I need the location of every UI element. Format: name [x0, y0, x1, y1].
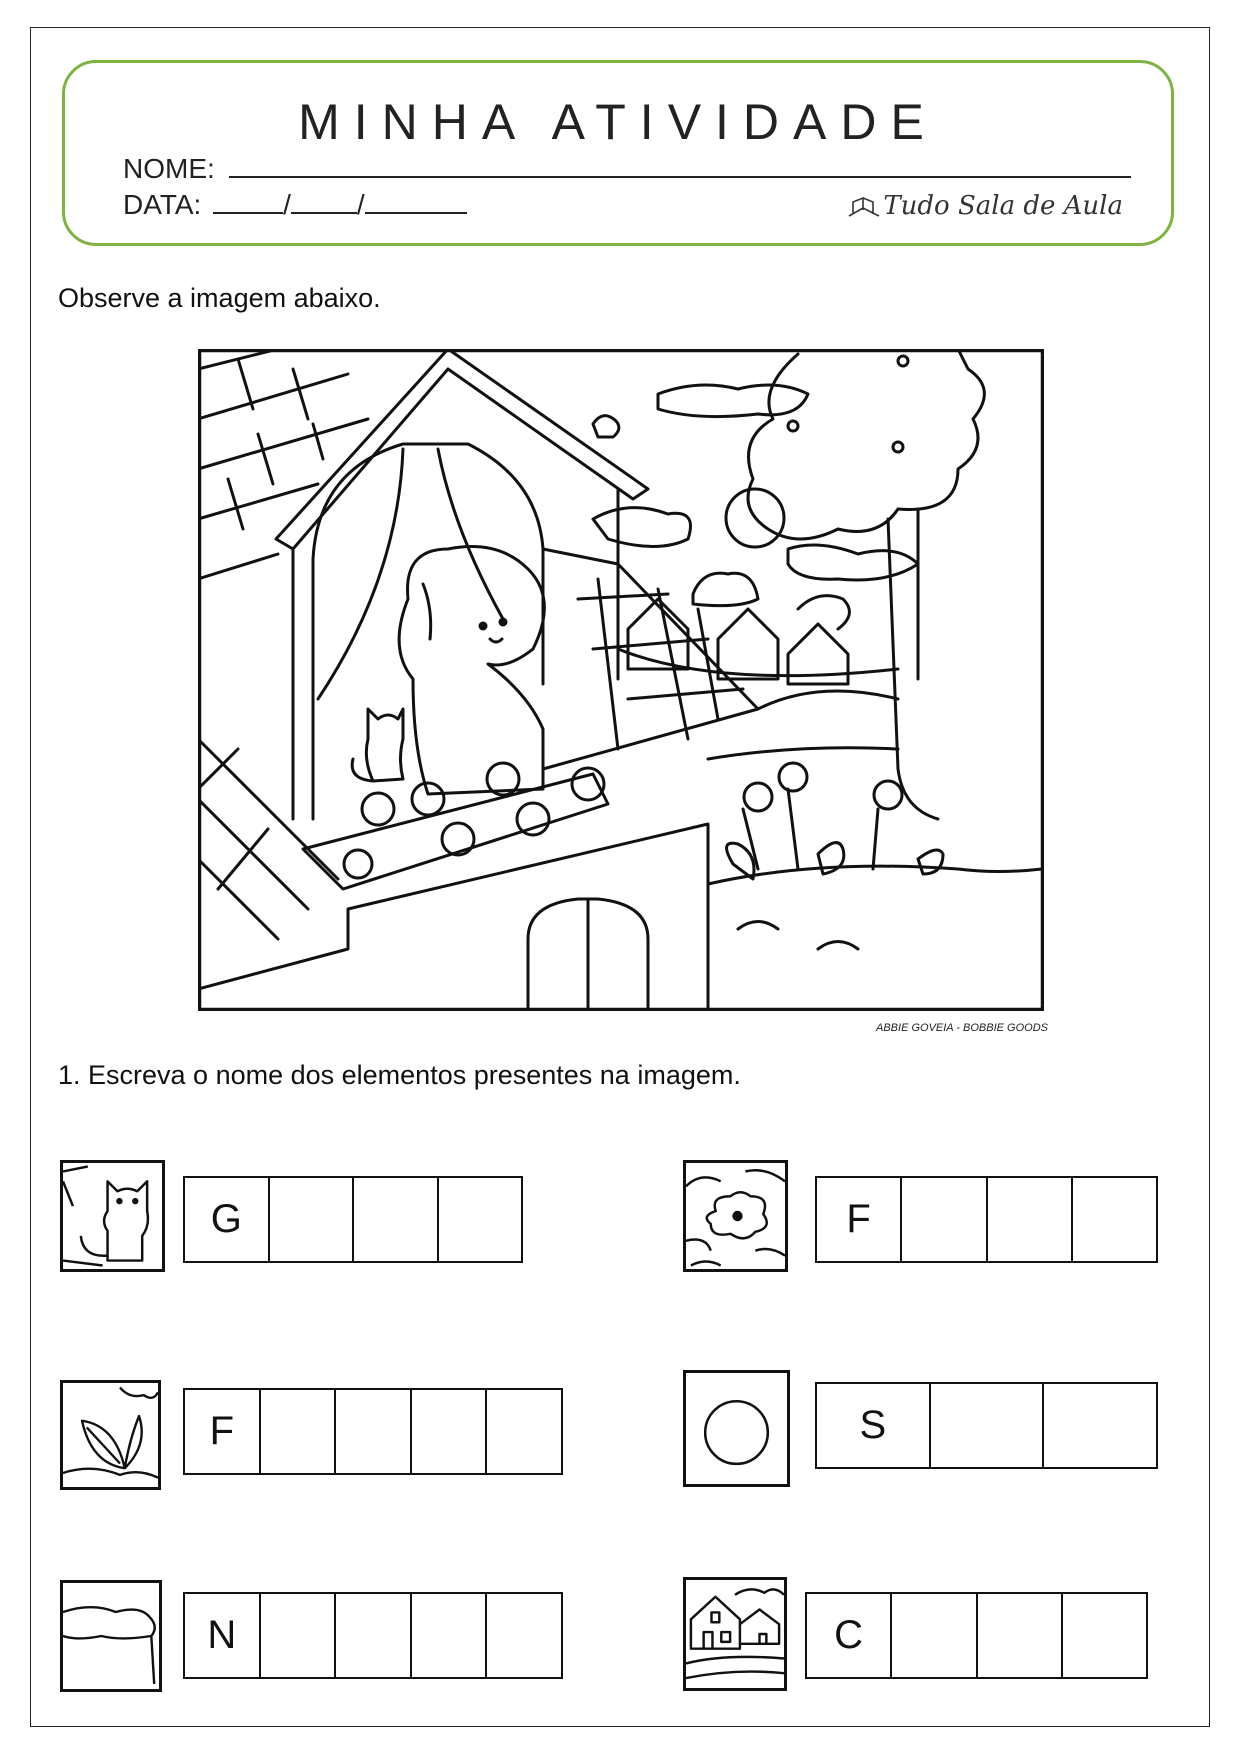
dog-outline	[399, 547, 544, 795]
date-year-line[interactable]	[365, 190, 467, 214]
cloud-left	[593, 508, 691, 547]
answer-box[interactable]	[334, 1594, 410, 1677]
name-field	[123, 153, 1131, 185]
answer-box[interactable]	[268, 1178, 353, 1261]
question-text: 1. Escreva o nome dos elementos presentes na imagem.	[58, 1060, 741, 1090]
answer-box[interactable]	[259, 1390, 335, 1473]
answer-box[interactable]	[259, 1594, 335, 1677]
answer-first-letter: S	[859, 1403, 887, 1447]
garden-flower	[744, 783, 772, 811]
answer-box[interactable]	[929, 1384, 1043, 1467]
answer-box[interactable]	[1071, 1178, 1156, 1261]
sun-icon	[683, 1370, 790, 1487]
answer-box[interactable]	[485, 1594, 561, 1677]
header-box	[62, 60, 1174, 246]
name-line[interactable]	[229, 154, 1131, 178]
book-icon	[847, 194, 881, 220]
answer-boxes	[183, 1388, 563, 1475]
leaf-icon	[60, 1380, 161, 1490]
page-title: MINHA ATIVIDADE	[298, 94, 938, 150]
answer-boxes	[183, 1176, 523, 1263]
answer-first-letter: C	[834, 1613, 864, 1657]
answer-box[interactable]	[334, 1390, 410, 1473]
answer-box[interactable]	[890, 1594, 975, 1677]
date-separator: /	[356, 189, 365, 220]
illustration-credit: ABBIE GOVEIA - BOBBIE GOODS	[876, 1022, 1048, 1034]
answer-first-letter: F	[209, 1409, 235, 1453]
answer-boxes	[815, 1176, 1158, 1263]
answer-box[interactable]	[900, 1178, 985, 1261]
answer-boxes	[805, 1592, 1148, 1679]
date-day-line[interactable]	[213, 190, 283, 214]
hills	[618, 649, 898, 759]
answer-first-letter: N	[207, 1613, 237, 1657]
answer-box[interactable]	[437, 1178, 522, 1261]
brand-text: Tudo Sala de Aula	[883, 191, 1123, 221]
answer-box[interactable]	[352, 1178, 437, 1261]
brand-logo	[847, 191, 1123, 221]
cloud-icon	[60, 1580, 162, 1692]
instruction-text: Observe a imagem abaixo.	[58, 283, 381, 313]
coloring-illustration	[198, 349, 1044, 1011]
answer-box[interactable]	[1042, 1384, 1156, 1467]
cloud-right	[788, 545, 918, 580]
answer-boxes	[815, 1382, 1158, 1469]
date-separator: /	[283, 189, 291, 220]
answer-first-letter: F	[846, 1197, 871, 1241]
flower-icon	[683, 1160, 788, 1272]
tree-trunk	[888, 509, 938, 819]
date-label: DATA:	[123, 189, 202, 220]
answer-box[interactable]	[410, 1594, 486, 1677]
cat-outline	[366, 709, 403, 781]
answer-first-letter: G	[210, 1197, 242, 1241]
answer-box[interactable]	[485, 1390, 561, 1473]
date-field	[123, 189, 467, 221]
answer-box[interactable]	[410, 1390, 486, 1473]
answer-box[interactable]	[976, 1594, 1061, 1677]
name-label: NOME:	[123, 153, 215, 184]
date-month-line[interactable]	[291, 190, 357, 214]
answer-box[interactable]	[1061, 1594, 1146, 1677]
bird	[593, 416, 619, 437]
arched-door	[528, 899, 648, 1011]
answer-boxes	[183, 1592, 563, 1679]
house-icon	[683, 1577, 787, 1691]
village-houses	[628, 599, 848, 684]
answer-box[interactable]	[986, 1178, 1071, 1261]
cat-icon	[60, 1160, 165, 1272]
flower-box	[303, 774, 608, 889]
cloud-top	[658, 385, 808, 417]
